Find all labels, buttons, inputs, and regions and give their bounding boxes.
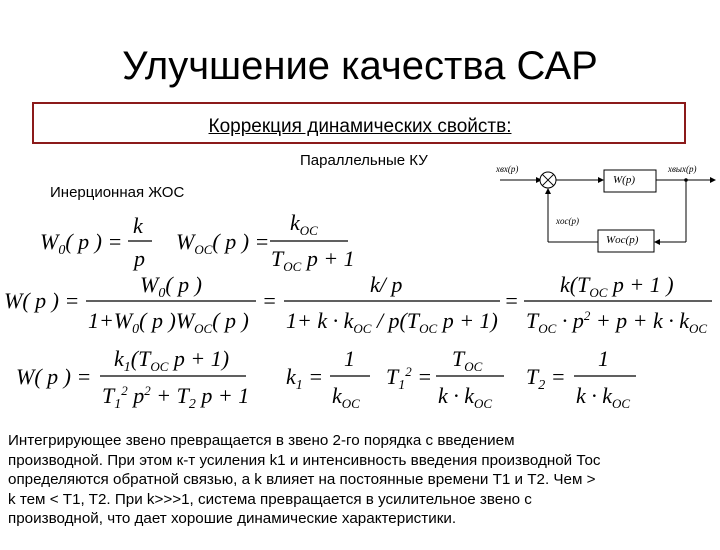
svg-text:k · kOC: $k \cdot k_{OC}$ — [576, 383, 631, 411]
paragraph-line: производной. При этом к-т усиления k1 и интенсивность введения производной Тос — [8, 451, 601, 469]
svg-text:=: = — [504, 288, 519, 313]
svg-text:T12 =: $T_1^2$ = — [386, 364, 433, 393]
slide-title: Улучшение качества САР — [122, 44, 598, 88]
paragraph-line: Интегрирующее звено превращается в звено 2-го порядка с введением — [8, 432, 515, 449]
formula-w0 — [40, 213, 152, 271]
svg-text:=: = — [262, 288, 277, 313]
feedback-block-label: Wос(p) — [606, 234, 639, 246]
banner-heading: Коррекция динамических свойств: — [208, 116, 512, 137]
feedback-label: Инерционная ЖОС — [50, 184, 185, 201]
paragraph-line: определяются обратной связью, а k влияет на постоянные времени T1 и T2. Чем > — [8, 471, 596, 489]
svg-text:WOC( p ) =: $W_{OC}$( p ) = — [176, 229, 270, 257]
svg-text:W0( p ): $W_0$( p ) — [140, 272, 202, 301]
diagram-output-label: xвых(p) — [668, 164, 697, 174]
svg-text:1: 1 — [598, 346, 609, 371]
svg-text:1+ k · kOC / p(TOC p + 1): $1+ k \cdot k_{OC} / p(T_{OC}$ p + 1) — [286, 308, 498, 336]
svg-text:p: p — [134, 246, 145, 271]
diagram-feedback-signal-label: xос(p) — [556, 216, 579, 226]
svg-text:W( p ) =: W( p ) = — [16, 364, 92, 389]
diagram-input-label: xвх(p) — [496, 164, 519, 174]
svg-text:k1 =: $k_1$ = — [286, 364, 324, 393]
svg-text:kOC: $k_{OC}$ — [290, 210, 318, 238]
parallel-label: Параллельные КУ — [300, 152, 428, 169]
explanation-paragraph — [8, 431, 714, 529]
svg-text:TOC p + 1: $T_{OC}$ p + 1 — [271, 246, 355, 274]
paragraph-line: k тем < T1, T2. При k>>>1, система превращается в усилительное звено с — [8, 490, 532, 508]
svg-text:k: k — [133, 213, 143, 238]
svg-text:TOC · p2 + p + k · kOC: $T_{OC} \cdot p^2 + p + k \cdot k_{OC}$ — [526, 308, 708, 336]
svg-text:1+W0( p )WOC( p ): $1+W_0$( p )$W_{OC}$( p ) — [88, 308, 249, 337]
svg-text:T2 =: $T_2$ = — [526, 364, 566, 393]
formula-second-order — [16, 346, 249, 412]
svg-text:k · kOC: $k \cdot k_{OC}$ — [438, 383, 493, 411]
formula-t2 — [526, 346, 636, 411]
formula-t1 — [386, 346, 504, 411]
svg-text:T12 p2 + T2 p + 1: $T_1^2$ $p^2 + T_2$ p + 1 — [102, 383, 250, 412]
formula-closed-loop — [4, 272, 712, 337]
svg-text:TOC: $T_{OC}$ — [452, 346, 483, 374]
svg-text:kOC: $k_{OC}$ — [332, 383, 360, 411]
forward-block-label: W(p) — [613, 174, 635, 186]
svg-text:k1(TOC p + 1): $k_1(T_{OC}$ p + 1) — [114, 346, 230, 375]
svg-text:k(TOC p + 1 ): $k(T_{OC}$ p + 1 ) — [560, 272, 674, 300]
svg-text:W( p ) =: W( p ) = — [4, 288, 80, 313]
svg-text:k/ p: k/ p — [370, 272, 403, 297]
paragraph-line: производной, что дает хорошие динамические характеристики. — [8, 510, 457, 528]
svg-text:1: 1 — [344, 346, 355, 371]
formula-woc — [176, 210, 355, 274]
svg-text:W0( p ) =: $W_0$( p ) = — [40, 229, 123, 258]
formula-k1 — [286, 346, 370, 411]
